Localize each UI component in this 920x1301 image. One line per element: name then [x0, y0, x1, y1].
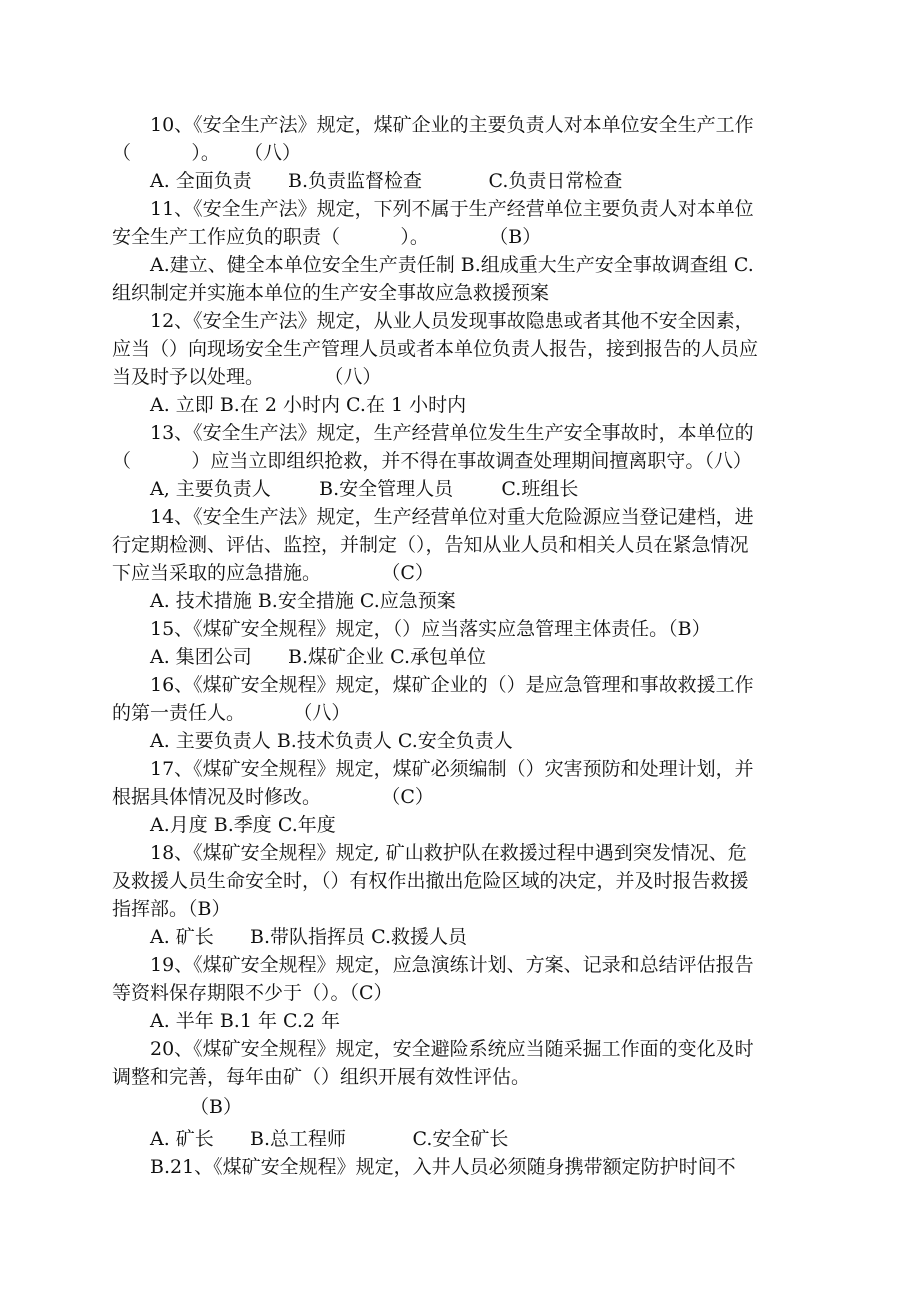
q18-line-2: 及救援人员生命安全时，（）有权作出撤出危险区域的决定，并及时报告救援: [112, 870, 749, 892]
q15-options: A. 集团公司 B.煤矿企业 C.承包单位: [150, 646, 486, 668]
q17-line-1: 17、《煤矿安全规程》规定，煤矿必须编制（）灾害预防和处理计划，并: [150, 758, 754, 780]
q12-line-2: 应当（）向现场安全生产管理人员或者本单位负责人报告，接到报告的人员应: [112, 338, 759, 360]
q14-line-3: 下应当采取的应急措施。 （C）: [112, 562, 434, 584]
q15-line-1: 15、《煤矿安全规程》规定，（）应当落实应急管理主体责任。（B）: [150, 618, 711, 640]
q18-line-1: 18、《煤矿安全规程》规定, 矿山救护队在救援过程中遇到突发情况、危: [150, 842, 747, 864]
q14-options: A. 技术措施 B.安全措施 C.应急预案: [150, 590, 456, 612]
q13-line-1: 13、《安全生产法》规定，生产经营单位发生生产安全事故时，本单位的: [150, 422, 754, 444]
q14-line-2: 行定期检测、评估、监控，并制定（），告知从业人员和相关人员在紧急情况: [112, 534, 749, 556]
q10-options: A. 全面负责 B.负责监督检查 C.负责日常检查: [150, 170, 623, 192]
q18-options: A. 矿长 B.带队指挥员 C.救援人员: [150, 926, 467, 948]
q16-line-2: 的第一责任人。 （八）: [112, 702, 351, 724]
q11-options-2: 组织制定并实施本单位的生产安全事故应急救援预案: [112, 282, 550, 304]
q10-line-1: 10、《安全生产法》规定，煤矿企业的主要负责人对本单位安全生产工作: [150, 114, 754, 136]
q12-options: A. 立即 B.在 2 小时内 C.在 1 小时内: [150, 394, 467, 416]
q11-line-1: 11、《安全生产法》规定，下列不属于生产经营单位主要负责人对本单位: [150, 198, 754, 220]
q16-line-1: 16、《煤矿安全规程》规定，煤矿企业的（）是应急管理和事故救援工作: [150, 674, 754, 696]
q19-line-1: 19、《煤矿安全规程》规定，应急演练计划、方案、记录和总结评估报告: [150, 954, 754, 976]
q12-line-3: 当及时予以处理。 （八）: [112, 366, 382, 388]
q16-options: A. 主要负责人 B.技术负责人 C.安全负责人: [150, 730, 513, 752]
q20-answer: （B）: [190, 1096, 242, 1118]
q17-options: A.月度 B.季度 C.年度: [150, 814, 336, 836]
q20-line-2: 调整和完善，每年由矿（）组织开展有效性评估。: [112, 1066, 531, 1088]
q10-line-2: （ ）。 （八）: [112, 142, 302, 164]
q17-line-2: 根据具体情况及时修改。 （C）: [112, 786, 434, 808]
q14-line-1: 14、《安全生产法》规定，生产经营单位对重大危险源应当登记建档，进: [150, 506, 754, 528]
q19-options: A. 半年 B.1 年 C.2 年: [150, 1010, 341, 1032]
q13-line-2: （ ）应当立即组织抢救，并不得在事故调查处理期间擅离职守。（八）: [112, 450, 752, 472]
q19-line-2: 等资料保存期限不少于（）。（C）: [112, 982, 393, 1004]
q20-options: A. 矿长 B.总工程师 C.安全矿长: [150, 1128, 509, 1150]
q20-line-1: 20、《煤矿安全规程》规定，安全避险系统应当随采掘工作面的变化及时: [150, 1038, 754, 1060]
q11-options-1: A.建立、健全本单位安全生产责任制 B.组成重大生产安全事故调查组 C.: [150, 254, 754, 276]
q11-line-2: 安全生产工作应负的职责（ ）。 （B）: [112, 226, 542, 248]
q18-line-3: 指挥部。（B）: [112, 898, 231, 920]
q12-line-1: 12、《安全生产法》规定，从业人员发现事故隐患或者其他不安全因素，: [150, 310, 754, 332]
q13-options: A, 主要负责人 B.安全管理人员 C.班组长: [150, 478, 579, 500]
q21-line-1: B.21、《煤矿安全规程》规定，入井人员必须随身携带额定防护时间不: [150, 1156, 736, 1178]
